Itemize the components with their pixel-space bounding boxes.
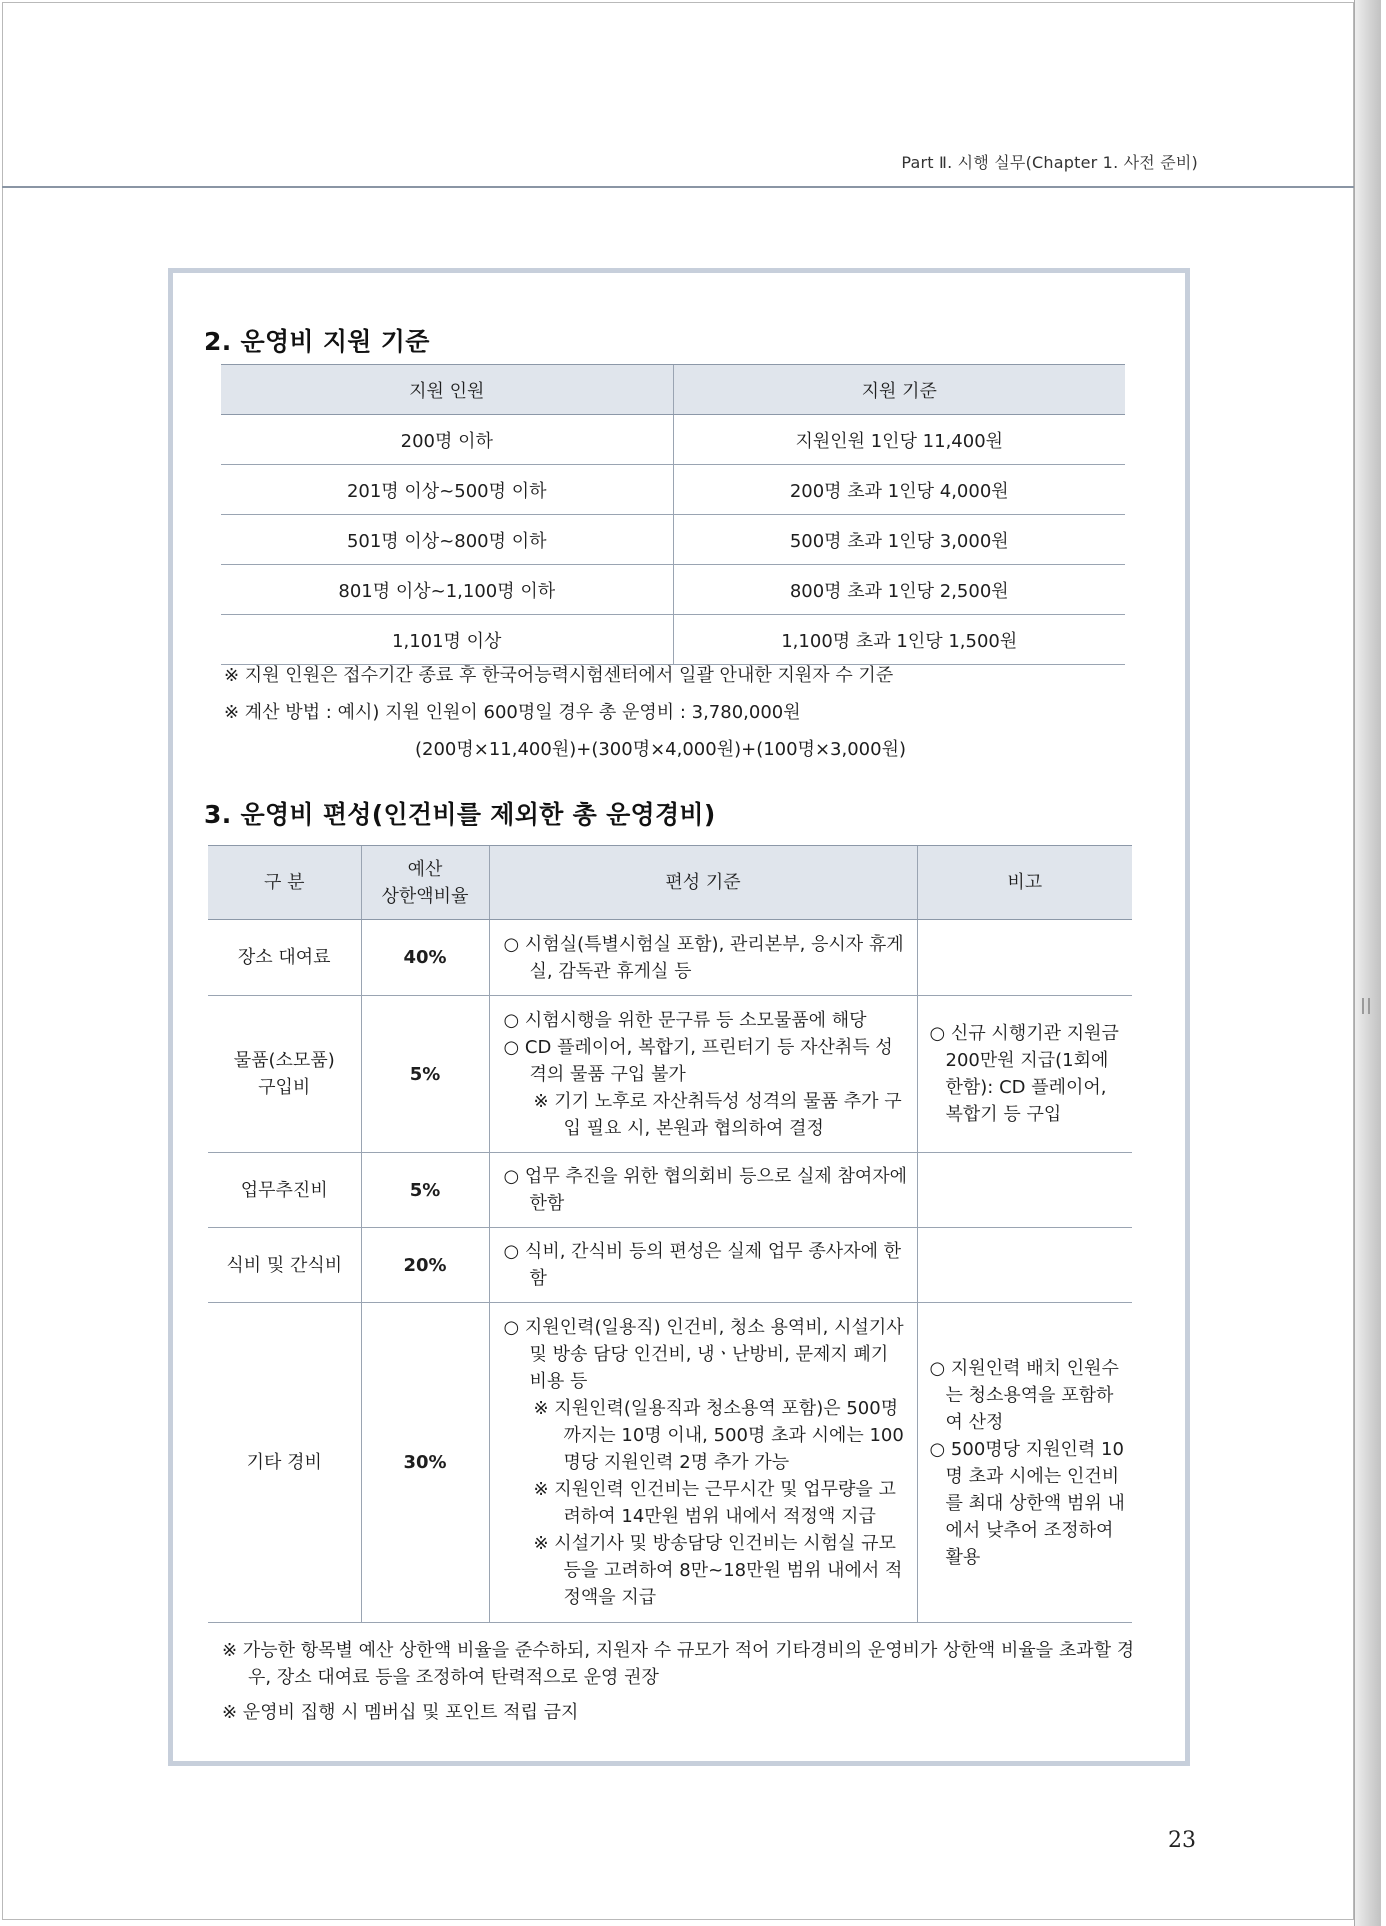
category-line: 물품(소모품)	[233, 1050, 335, 1071]
remarks-cell	[917, 1303, 1132, 1623]
page-edge-mark	[1362, 998, 1370, 1014]
page-stack-edge	[1354, 0, 1381, 1926]
criteria-subnote: ※ 시설기사 및 방송담당 인건비는 시험실 규모 등을 고려하여 8만~18만원 범위 내에서 적정액을 지급	[533, 1533, 903, 1608]
table-cell: 500명 초과 1인당 3,000원	[673, 515, 1125, 565]
remarks-cell	[917, 1228, 1132, 1303]
ratio-header-line: 예산	[407, 858, 443, 880]
remark-item: ○ 지원인력 배치 인원수는 청소용역을 포함하여 산정	[929, 1357, 1119, 1433]
criteria-bullet: ○ CD 플레이어, 복합기, 프린터기 등 자산취득 성격의 물품 구입 불가	[503, 1036, 893, 1085]
ratio-cell: 5%	[361, 1153, 489, 1228]
criteria-subnote: ※ 기기 노후로 자산취득성 성격의 물품 추가 구입 필요 시, 본원과 협의하여 결정	[533, 1090, 902, 1139]
table-cell: 지원인원 1인당 11,400원	[673, 415, 1125, 465]
criteria-subnote: ※ 지원인력(일용직과 청소용역 포함)은 500명까지는 10명 이내, 500명 초과 시에는 100명당 지원인력 2명 추가 가능	[533, 1398, 904, 1473]
table-header-row	[208, 846, 1132, 920]
table-row	[221, 515, 1125, 565]
column-header-criteria: 편성 기준	[489, 846, 917, 920]
criteria-bullet: ○ 시험실(특별시험실 포함), 관리본부, 응시자 휴게실, 감독관 휴게실 등	[503, 933, 904, 982]
section-3-note: ※ 운영비 집행 시 멤버십 및 포인트 적립 금지	[222, 1702, 579, 1723]
remarks-cell	[917, 996, 1132, 1153]
table-cell: 201명 이상~500명 이하	[221, 465, 673, 515]
column-header-remarks: 비고	[917, 846, 1132, 920]
criteria-cell	[489, 920, 917, 996]
table-row	[208, 996, 1132, 1153]
table-row	[208, 1303, 1132, 1623]
table-cell: 501명 이상~800명 이하	[221, 515, 673, 565]
category-line: 구입비	[258, 1077, 311, 1098]
table-row	[221, 565, 1125, 615]
budget-allocation-table	[208, 845, 1132, 1623]
table-header-row	[221, 365, 1125, 415]
column-header: 지원 인원	[221, 365, 673, 415]
table-row	[208, 920, 1132, 996]
page-number: 23	[1168, 1828, 1196, 1853]
support-standard-table	[221, 364, 1125, 665]
category-cell: 기타 경비	[208, 1303, 361, 1623]
ratio-cell: 40%	[361, 920, 489, 996]
table-row	[208, 1228, 1132, 1303]
table-cell: 1,101명 이상	[221, 615, 673, 665]
remarks-cell	[917, 1153, 1132, 1228]
criteria-bullet: ○ 시험시행을 위한 문구류 등 소모물품에 해당	[503, 1009, 867, 1031]
running-header: Part Ⅱ. 시행 실무(Chapter 1. 사전 준비)	[901, 153, 1198, 172]
section-2-note: ※ 지원 인원은 접수기간 종료 후 한국어능력시험센터에서 일괄 안내한 지원자 수 기준	[224, 665, 894, 686]
table-row	[208, 1153, 1132, 1228]
category-cell: 장소 대여료	[208, 920, 361, 996]
table-cell: 1,100명 초과 1인당 1,500원	[673, 615, 1125, 665]
table-cell: 200명 이하	[221, 415, 673, 465]
criteria-bullet: ○ 업무 추진을 위한 협의회비 등으로 실제 참여자에 한함	[503, 1166, 908, 1214]
criteria-bullet: ○ 지원인력(일용직) 인건비, 청소 용역비, 시설기사 및 방송 담당 인건비, 냉ㆍ난방비, 문제지 폐기 비용 등	[503, 1317, 904, 1392]
table-cell: 800명 초과 1인당 2,500원	[673, 565, 1125, 615]
criteria-bullet: ○ 식비, 간식비 등의 편성은 실제 업무 종사자에 한함	[503, 1241, 902, 1289]
ratio-cell: 20%	[361, 1228, 489, 1303]
remark-item: ○ 신규 시행기관 지원금 200만원 지급(1회에 한함): CD 플레이어, 복합기 등 구입	[929, 1023, 1119, 1125]
section-2-calc-note: ※ 계산 방법 : 예시) 지원 인원이 600명일 경우 총 운영비 : 3,780,000원	[224, 702, 801, 723]
header-divider	[2, 186, 1354, 188]
column-header-ratio	[361, 846, 489, 920]
category-cell	[208, 996, 361, 1153]
section-2-formula: (200명×11,400원)+(300명×4,000원)+(100명×3,000원)	[415, 739, 906, 760]
column-header-category: 구 분	[208, 846, 361, 920]
criteria-cell	[489, 996, 917, 1153]
ratio-header-line: 상한액비율	[381, 885, 469, 907]
criteria-cell	[489, 1303, 917, 1623]
criteria-cell	[489, 1228, 917, 1303]
remark-item: ○ 500명당 지원인력 10명 초과 시에는 인건비를 최대 상한액 범위 내에서 낮추어 조정하여 활용	[929, 1438, 1125, 1568]
table-row	[221, 615, 1125, 665]
column-header: 지원 기준	[673, 365, 1125, 415]
criteria-cell	[489, 1153, 917, 1228]
criteria-subnote: ※ 지원인력 인건비는 근무시간 및 업무량을 고려하여 14만원 범위 내에서 적정액 지급	[533, 1479, 896, 1527]
table-cell: 801명 이상~1,100명 이하	[221, 565, 673, 615]
table-row	[221, 465, 1125, 515]
section-2-heading: 2. 운영비 지원 기준	[204, 327, 430, 356]
table-row	[221, 415, 1125, 465]
category-cell: 식비 및 간식비	[208, 1228, 361, 1303]
remarks-cell	[917, 920, 1132, 996]
category-cell: 업무추진비	[208, 1153, 361, 1228]
ratio-cell: 5%	[361, 996, 489, 1153]
table-cell: 200명 초과 1인당 4,000원	[673, 465, 1125, 515]
ratio-cell: 30%	[361, 1303, 489, 1623]
section-3-heading: 3. 운영비 편성(인건비를 제외한 총 운영경비)	[204, 800, 716, 829]
section-3-note: ※ 가능한 항목별 예산 상한액 비율을 준수하되, 지원자 수 규모가 적어 기타경비의 운영비가 상한액 비율을 초과할 경우, 장소 대여료 등을 조정하여 탄력적으로 운영 권장	[222, 1640, 1135, 1688]
